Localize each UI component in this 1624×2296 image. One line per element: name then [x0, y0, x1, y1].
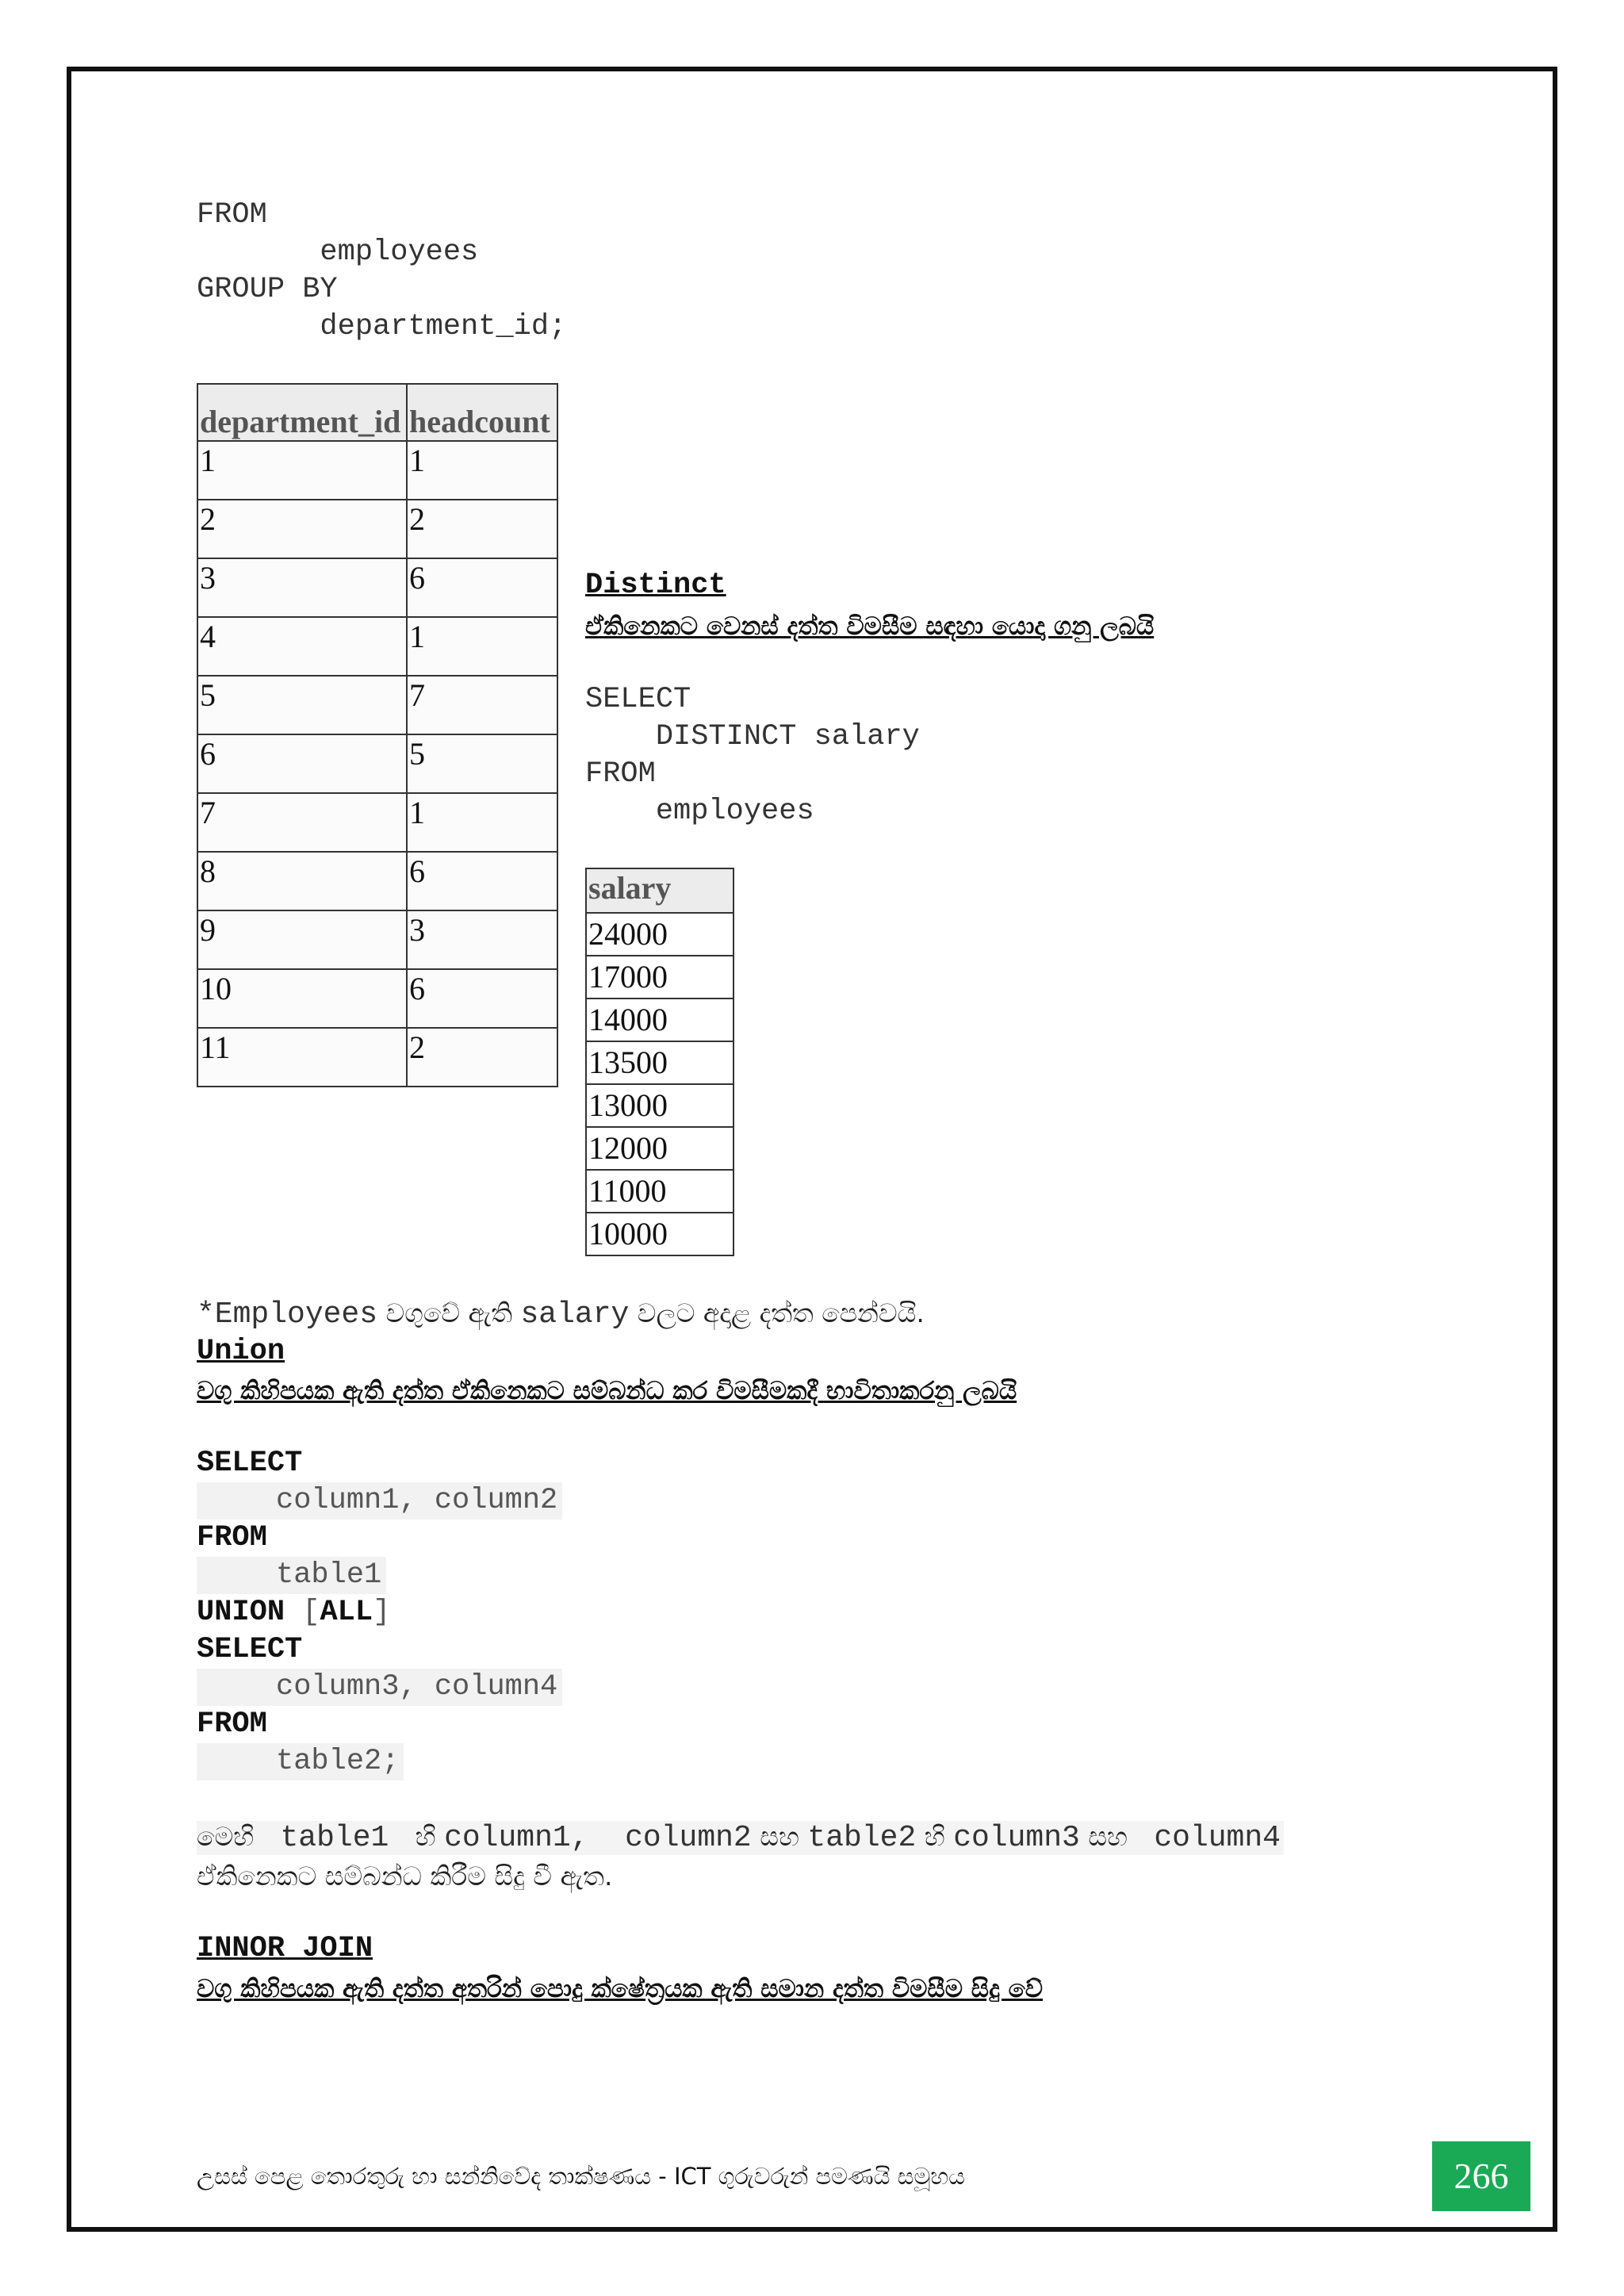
department-id-cell: 7 — [197, 793, 407, 852]
inner-join-heading: INNOR JOIN — [197, 1932, 373, 1965]
note-text: වලට අදාළ දත්ත පෙන්වයි. — [629, 1297, 925, 1328]
department-id-cell: 6 — [197, 734, 407, 793]
table-row — [586, 1127, 733, 1170]
headcount-cell: 3 — [407, 910, 557, 969]
salary-cell: 14000 — [586, 999, 733, 1041]
table-row — [197, 910, 557, 969]
union-heading: Union — [197, 1335, 285, 1368]
group-by-query-line-1: FROM — [197, 198, 267, 232]
table-row — [197, 676, 557, 734]
code-keyword: SELECT — [197, 1633, 303, 1666]
department-id-cell: 5 — [197, 676, 407, 734]
column-header: department_id — [197, 384, 407, 441]
salary-cell: 11000 — [586, 1170, 733, 1213]
desc-code: column4 — [1136, 1821, 1281, 1855]
salary-cell: 24000 — [586, 913, 733, 956]
table-row — [197, 617, 557, 676]
group-by-query-line-3: GROUP BY — [197, 273, 338, 306]
table-row — [586, 1213, 733, 1255]
headcount-cell: 6 — [407, 969, 557, 1028]
department-id-cell: 2 — [197, 500, 407, 558]
note-text: වගුවේ ඇති — [377, 1297, 521, 1328]
group-by-query-line-2: employees — [197, 236, 479, 269]
code-bracket: ] — [373, 1596, 391, 1629]
code-keyword: ALL — [320, 1596, 373, 1629]
note-column-name: salary — [520, 1297, 630, 1332]
column-header: headcount — [407, 384, 557, 441]
table-header-row — [197, 384, 557, 441]
desc-text: සහ — [1079, 1821, 1136, 1852]
code-keyword: FROM — [197, 1521, 267, 1554]
headcount-cell: 6 — [407, 558, 557, 617]
desc-code: column2 — [607, 1821, 752, 1855]
department-id-cell: 10 — [197, 969, 407, 1028]
desc-code: table1 — [262, 1821, 408, 1855]
salary-cell: 10000 — [586, 1213, 733, 1255]
table-row — [197, 969, 557, 1028]
code-line: table1 — [197, 1557, 386, 1594]
headcount-cell: 2 — [407, 500, 557, 558]
table-row — [586, 999, 733, 1041]
table-row — [197, 500, 557, 558]
headcount-cell: 1 — [407, 441, 557, 500]
union-description-line-2: ඒකිනෙකට සම්බන්ධ කිරීම සිදු වී ඇත. — [197, 1861, 613, 1892]
department-id-cell: 4 — [197, 617, 407, 676]
code-line: column1, column2 — [197, 1482, 562, 1520]
code-bracket: [ — [285, 1596, 320, 1629]
table-header-row — [586, 868, 733, 913]
desc-text: සහ — [751, 1821, 808, 1852]
code-keyword: FROM — [197, 1708, 267, 1741]
desc-text: මෙහි — [197, 1821, 262, 1852]
code-line: table2; — [197, 1743, 404, 1780]
department-headcount-table — [197, 383, 558, 1087]
table-row — [197, 1028, 557, 1087]
department-id-cell: 11 — [197, 1028, 407, 1087]
desc-code: column3 — [953, 1821, 1080, 1855]
headcount-cell: 1 — [407, 793, 557, 852]
headcount-cell: 7 — [407, 676, 557, 734]
table-row — [197, 793, 557, 852]
desc-text: හි — [916, 1821, 954, 1852]
salary-note — [197, 1297, 925, 1332]
footer-text: උසස් පෙළ තොරතුරු හා සන්නිවේද තාක්ෂණය - ICT ගුරුවරුන් පමණයි සමූහය — [197, 2163, 966, 2190]
inner-join-subheading: වගු කිහිපයක ඇති දත්ත අතරින් පොදු ක්ෂේත්‍රයක ඇති සමාන දත්ත විමසීම සිදු වේ — [197, 1975, 1044, 2003]
table-row — [197, 558, 557, 617]
distinct-query: SELECT DISTINCT salary FROM employees — [585, 683, 920, 828]
table-row — [586, 956, 733, 999]
union-query — [197, 1445, 562, 1780]
union-description-line-1 — [197, 1821, 1284, 1855]
salary-cell: 12000 — [586, 1127, 733, 1170]
union-subheading: වගු කිහිපයක ඇති දත්ත ඒකිනෙකට සම්බන්ධ කර විමසීමකදී භාවිතාකරනු ලබයි — [197, 1377, 1017, 1405]
code-line: column3, column4 — [197, 1669, 562, 1706]
table-row — [197, 441, 557, 500]
headcount-cell: 5 — [407, 734, 557, 793]
code-keyword: SELECT — [197, 1447, 303, 1480]
headcount-cell: 6 — [407, 852, 557, 910]
desc-code: column1, — [444, 1821, 607, 1855]
salary-cell: 13500 — [586, 1041, 733, 1084]
department-id-cell: 3 — [197, 558, 407, 617]
headcount-cell: 1 — [407, 617, 557, 676]
table-row — [586, 913, 733, 956]
table-row — [586, 1170, 733, 1213]
group-by-query-line-4: department_id; — [197, 310, 567, 343]
headcount-cell: 2 — [407, 1028, 557, 1087]
table-row — [586, 1084, 733, 1127]
distinct-subheading: ඒකිනෙකට වෙනස් දත්ත විමසීම සඳහා යොදා ගනු ලබයි — [585, 612, 1155, 641]
code-keyword: UNION — [197, 1596, 285, 1629]
department-id-cell: 8 — [197, 852, 407, 910]
salary-table — [585, 868, 734, 1256]
distinct-heading: Distinct — [585, 569, 726, 602]
table-row — [197, 734, 557, 793]
note-table-name: *Employees — [197, 1297, 378, 1332]
desc-code: table2 — [807, 1821, 917, 1855]
column-header: salary — [586, 868, 733, 913]
desc-text: හි — [407, 1821, 445, 1852]
salary-cell: 17000 — [586, 956, 733, 999]
table-row — [586, 1041, 733, 1084]
department-id-cell: 9 — [197, 910, 407, 969]
page-number: 266 — [1432, 2141, 1530, 2211]
salary-cell: 13000 — [586, 1084, 733, 1127]
department-id-cell: 1 — [197, 441, 407, 500]
table-row — [197, 852, 557, 910]
